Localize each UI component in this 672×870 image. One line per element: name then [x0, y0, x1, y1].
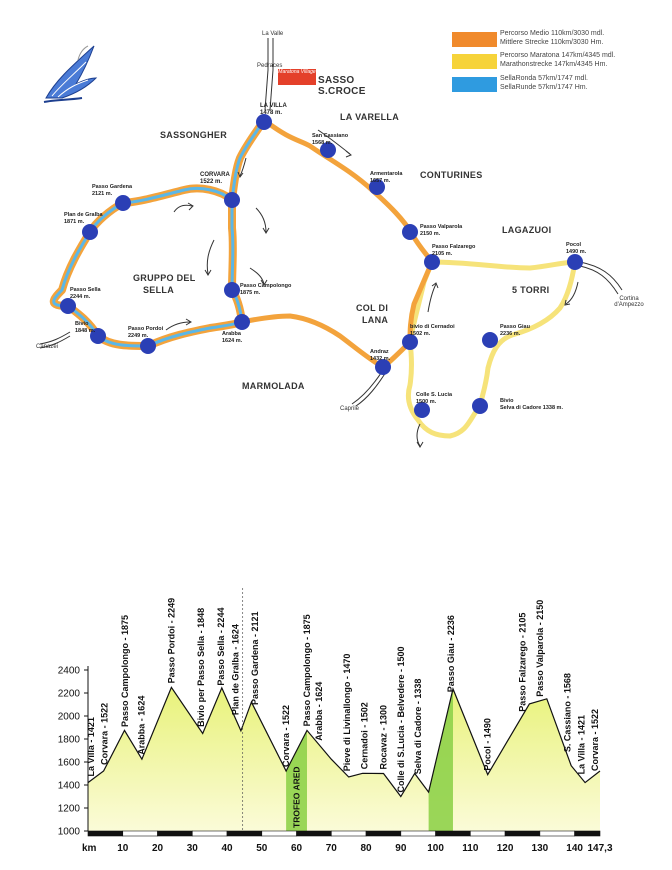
x-tick-label: 60 [290, 843, 303, 854]
region-conturines: CONTURINES [420, 170, 483, 180]
y-tick-label: 1800 [57, 734, 80, 746]
x-axis-segment [366, 831, 401, 836]
place-plan-de-gralba: Plan de Gralba 1871 m. [64, 212, 103, 225]
x-axis-segment [88, 831, 123, 836]
region-s-croce: S.CROCE [318, 86, 366, 97]
place-arabba: Arabba 1624 m. [222, 331, 243, 344]
x-tick-label: 147,3 [587, 843, 613, 854]
place-pordoi: Passo Pordoi 2249 m. [128, 326, 164, 339]
profile-place-label: Passo Pordoi - 2249 [166, 597, 177, 684]
road-pedraces: Pedraces [257, 63, 283, 69]
x-axis-segment [123, 831, 158, 836]
y-tick-label: 2000 [57, 711, 80, 723]
y-tick-label: 1200 [57, 803, 80, 815]
profile-place-label: Plan de Gralba - 1624 [230, 624, 241, 716]
road-caprile: Caprile [340, 406, 360, 412]
x-tick-label: 40 [221, 843, 233, 854]
profile-place-label: Passo Sella - 2244 [216, 607, 227, 686]
x-tick-label: 100 [427, 843, 444, 854]
profile-place-label: Passo Falzarego - 2105 [517, 612, 528, 712]
place-campolongo: Passo Campolongo 1875 m. [240, 283, 292, 296]
place-sella: Passo Sella 2244 m. [70, 287, 101, 300]
profile-place-label: Rocavaz - 1300 [378, 704, 389, 770]
x-tick-label: 70 [325, 843, 337, 854]
profile-place-label: Colle di S.Lucia - Belvedere - 1500 [395, 646, 406, 793]
profile-place-label: Pieve di Livinallongo - 1470 [342, 653, 352, 772]
maratona-village-badge: Maratona Village [278, 69, 316, 85]
x-axis-segment [401, 831, 436, 836]
place-pocol: Pocol 1490 m. [566, 242, 587, 255]
place-colle: Colle S. Lucia 1500 m. [416, 392, 453, 405]
y-tick-label: 2400 [57, 665, 80, 677]
profile-place-label: Corvara - 1522 [589, 708, 600, 771]
x-tick-label: 130 [531, 843, 549, 854]
profile-place-label: Cernadoi - 1502 [359, 702, 370, 770]
profile-place-label: Arabba - 1624 [136, 695, 147, 755]
region-col-di: COL DI [356, 303, 389, 313]
x-tick-label: 80 [360, 843, 372, 854]
profile-place-label: Selva di Cadore - 1338 [413, 678, 424, 775]
x-tick-label: 10 [117, 843, 129, 854]
x-axis-segment [192, 831, 227, 836]
region-marmolada: MARMOLADA [242, 381, 305, 391]
profile-place-label: La Villa - 1421 [85, 717, 96, 777]
profile-place-label: Corvara - 1522 [281, 704, 292, 767]
x-axis-segment [575, 831, 600, 836]
region-5-torri: 5 TORRI [512, 285, 550, 295]
profile-place-label: Passo Campolongo - 1875 [302, 614, 312, 727]
profile-place-label: Arabba - 1624 [314, 681, 325, 741]
x-axis-segment [436, 831, 471, 836]
x-tick-label: 50 [256, 843, 268, 854]
x-tick-label: 30 [186, 843, 198, 854]
place-gardena: Passo Gardena 2121 m. [92, 184, 133, 197]
region-sasso: SASSO [318, 75, 355, 86]
profile-place-label: Pocol - 1490 [482, 718, 493, 771]
x-tick-label: 90 [395, 843, 407, 854]
place-cernadoi: bivio di Cernadoi 1502 m. [410, 324, 455, 337]
place-andraz: Andraz 1432 m. [370, 349, 391, 362]
y-tick-label: 1600 [57, 757, 80, 769]
place-giau: Passo Giau 2236 m. [500, 324, 530, 337]
y-tick-label: 1400 [57, 780, 80, 792]
place-corvara: CORVARA 1522 m. [200, 172, 230, 185]
profile-place-label: Passo Campolongo - 1875 [119, 614, 130, 727]
x-axis-segment [470, 831, 505, 836]
x-axis-label: km [82, 843, 97, 854]
x-tick-label: 140 [566, 843, 583, 854]
annotation-trofeo-ared: TROFEO ARED [291, 766, 302, 828]
profile-place-label: Bivio per Passo Sella - 1848 [196, 607, 206, 727]
y-tick-label: 1000 [57, 826, 80, 838]
x-axis-segment [227, 831, 262, 836]
road-cortina: Cortina d'Ampezzo [614, 296, 644, 308]
legend-text: SellaRunde 57km/1747 Hm. [500, 83, 588, 91]
x-tick-label: 120 [496, 843, 514, 854]
legend-text: SellaRonda 57km/1747 mdl. [500, 75, 588, 82]
profile-place-label: Passo Gardena - 2121 [249, 611, 260, 705]
region-la-varella: LA VARELLA [340, 112, 399, 122]
region-sella: SELLA [143, 285, 175, 295]
road-la-valle: La Valle [262, 31, 284, 37]
place-bivio: Bivio 1848 m. [75, 321, 96, 334]
legend-text: Marathonstrecke 147km/4345 Hm. [500, 60, 608, 68]
x-axis-segment [297, 831, 332, 836]
y-tick-label: 2200 [57, 688, 80, 700]
x-tick-label: 20 [151, 843, 164, 854]
place-armentarola: Armentarola 1657 m. [370, 171, 403, 184]
x-axis-segment [540, 831, 575, 836]
place-falzarego: Passo Falzarego 2105 m. [432, 244, 476, 257]
x-axis-segment [331, 831, 366, 836]
road-canazei: Canazei [36, 344, 59, 350]
x-axis-segment [262, 831, 297, 836]
place-selva: Bivio Selva di Cadore 1338 m. [500, 398, 563, 411]
place-la-villa: LA VILLA 1478 m. [260, 103, 287, 116]
region-sassongher: SASSONGHER [160, 130, 228, 140]
profile-place-label: La Villa - 1421 [576, 715, 587, 775]
place-san-cassiano: San Cassiano 1568 m. [312, 133, 349, 146]
profile-place-label: Corvara - 1522 [99, 702, 110, 765]
profile-place-label: S. Cassiano - 1568 [562, 673, 573, 753]
highlight-giau [429, 689, 453, 831]
region-lana: LANA [362, 315, 389, 325]
legend-text: Percorso Medio 110km/3030 mdl. [500, 30, 605, 37]
region-gruppo-del: GRUPPO DEL [133, 273, 196, 283]
region-lagazuoi: LAGAZUOI [502, 225, 552, 235]
x-axis-segment [158, 831, 193, 836]
profile-place-label: Passo Giau - 2236 [446, 615, 457, 693]
x-axis-segment [505, 831, 540, 836]
legend-text: Percorso Maratona 147km/4345 mdl. [500, 52, 616, 59]
profile-place-label: Passo Valparola - 2150 [534, 599, 545, 697]
x-tick-label: 110 [462, 843, 479, 854]
legend-text: Mittlere Strecke 110km/3030 Hm. [500, 38, 604, 46]
place-valparola: Passo Valparola 2150 m. [420, 224, 463, 237]
